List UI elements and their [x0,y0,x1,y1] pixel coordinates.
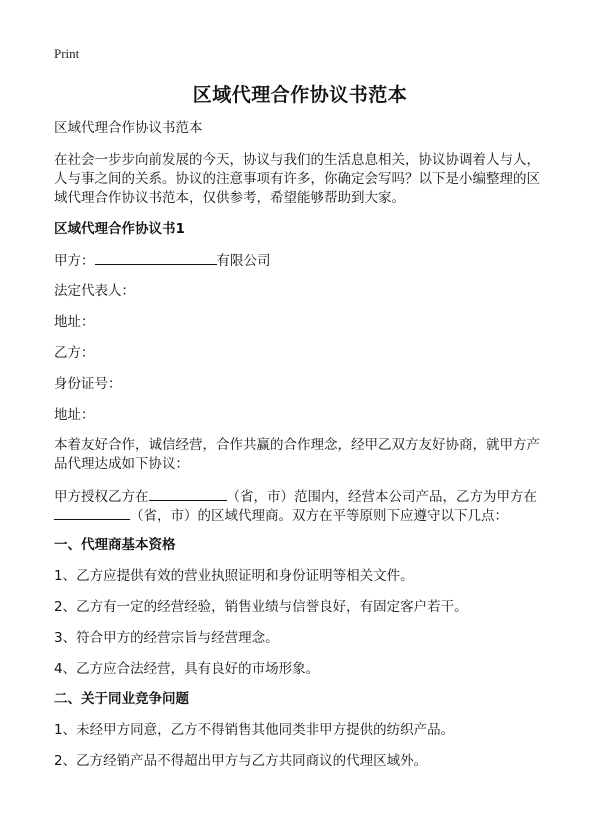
qualification-item: 1、乙方应提供有效的营业执照证明和身份证明等相关文件。 [54,568,414,584]
competition-item: 1、未经甲方同意，乙方不得销售其他同类非甲方提供的纺织产品。 [54,722,455,738]
grant-line-1 [54,486,537,507]
grant-text-c: （省，市）的区域代理商。双方在平等原则下应遵守以下几点： [130,508,508,524]
intro-line-3: 域代理合作协议书范本，仅供参考，希望能够帮助到大家。 [54,190,405,206]
party-a-label: 甲方： [54,253,95,269]
qualification-item: 2、乙方有一定的经营经验，销售业绩与信誉良好，有固定客户若干。 [54,599,468,615]
address-a-label: 地址： [54,314,95,330]
address-b-label: 地址： [54,407,95,423]
grant-province-blank [149,486,227,501]
party-b-label: 乙方： [54,345,95,361]
section-title: 区域代理合作协议书1 [54,221,185,237]
party-a-line [54,250,271,271]
print-label: Print [54,46,80,61]
party-a-suffix: 有限公司 [216,253,271,269]
qualification-item: 4、乙方应合法经营，具有良好的市场形象。 [54,661,320,677]
grant-line-2 [54,505,508,526]
grant-region-blank [54,505,130,520]
principle-line-2: 品代理达成如下协议： [54,456,189,472]
qualification-item: 3、符合甲方的经营宗旨与经营理念。 [54,630,279,646]
competition-item: 2、乙方经销产品不得超出甲方与乙方共同商议的代理区域外。 [54,753,428,769]
intro-line-1: 在社会一步步向前发展的今天，协议与我们的生活息息相关，协议协调着人与人， [54,152,540,168]
heading-qualifications: 一、代理商基本资格 [54,537,176,553]
id-number-label: 身份证号： [54,376,122,392]
document-subtitle: 区域代理合作协议书范本 [54,120,203,136]
legal-rep-label: 法定代表人： [54,283,135,299]
heading-competition: 二、关于同业竞争问题 [54,691,189,707]
grant-text-b: （省，市）范围内，经营本公司产品，乙方为甲方在 [226,489,537,505]
intro-line-2: 人与事之间的关系。协议的注意事项有许多，你确定会写吗？以下是小编整理的区 [54,171,540,187]
document-title: 区域代理合作协议书范本 [192,84,408,106]
grant-text-a: 甲方授权乙方在 [54,489,149,505]
principle-line-1: 本着友好合作，诚信经营，合作共赢的合作理念，经甲乙双方友好协商，就甲方产 [54,437,540,453]
party-a-blank [95,250,217,265]
